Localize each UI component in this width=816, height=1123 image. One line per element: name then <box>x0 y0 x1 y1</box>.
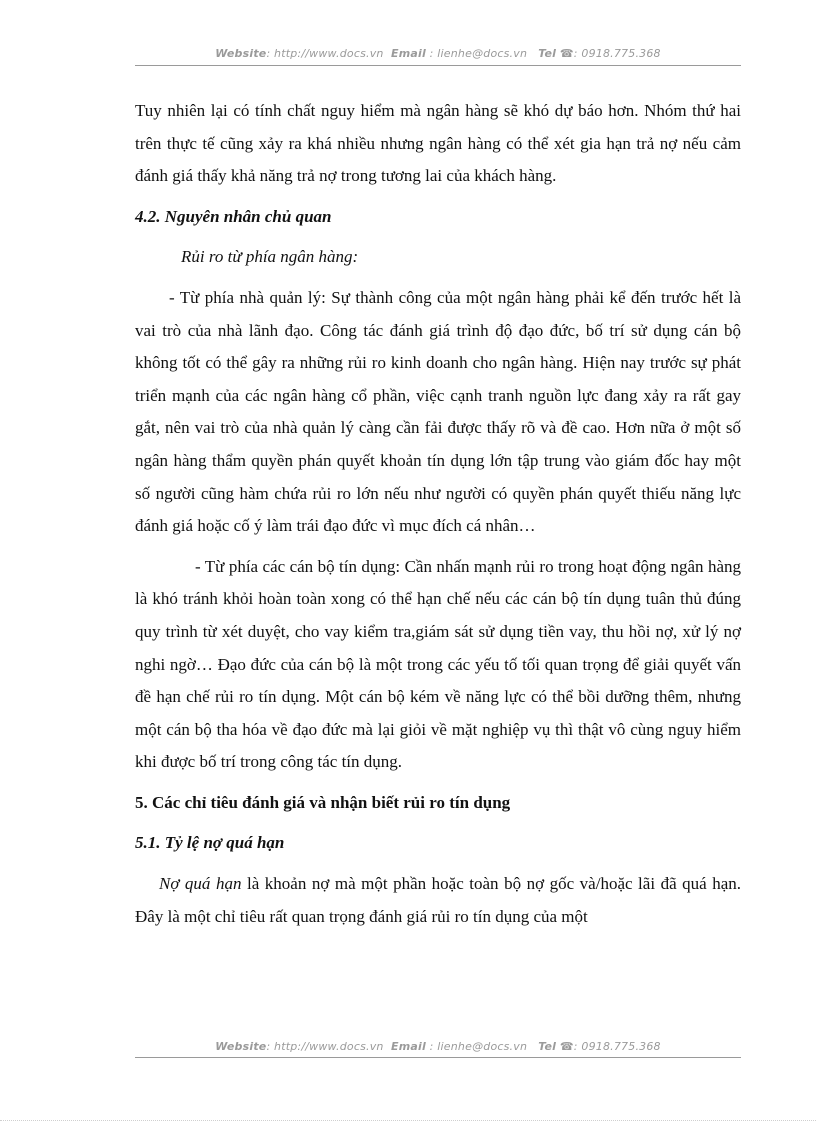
page-header <box>135 47 741 60</box>
paragraph-text: là khoản nợ mà một phần hoặc toàn bộ nợ gốc và/hoặc lãi đã quá hạn. Đây là một chỉ tiêu rất quan trọng đánh giá rủi ro tín dụng của một <box>135 874 741 926</box>
tel-label: Tel <box>538 1040 557 1053</box>
website-label: Website <box>215 1040 267 1053</box>
paragraph: - Từ phía nhà quản lý: Sự thành công của một ngân hàng phải kể đến trước hết là vai trò của nhà lãnh đạo. Công tác đánh giá trình độ đạo đức, bố trí sử dụng cán bộ không tốt có thể gây ra những rủi ro kinh doanh cho ngân hàng. Hiện nay trước sự phát triển mạnh của các ngân hàng cổ phần, việc cạnh tranh nguồn lực đang xảy ra rất gay gắt, nên vai trò của nhà quản lý càng cần fải được thấy rõ và đề cao. Hơn nữa ở một số ngân hàng thẩm quyền phán quyết khoản tín dụng lớn tập trung vào giám đốc hay một số người cũng hàm chứa rủi ro lớn nếu như người có quyền phán quyết thiếu năng lực đánh giá hoặc cố ý làm trái đạo đức vì mục đích cá nhân… <box>135 287 741 536</box>
section-heading-5: 5. Các chỉ tiêu đánh giá và nhận biết rủi ro tín dụng <box>135 792 511 812</box>
term-overdue-debt: Nợ quá hạn <box>159 874 242 894</box>
email-label: Email <box>391 1040 426 1053</box>
paragraph <box>135 868 741 933</box>
website-label: Website <box>215 47 267 60</box>
section-heading-5-1: 5.1. Tỷ lệ nợ quá hạn <box>135 833 285 853</box>
tel-value: : 0918.775.368 <box>573 1040 661 1053</box>
page-edge <box>0 1120 816 1121</box>
paragraph: - Từ phía các cán bộ tín dụng: Cần nhấn mạnh rủi ro trong hoạt động ngân hàng là khó tránh khỏi hoàn toàn xong có thể hạn chế nếu các cán bộ tín dụng tuân thủ đúng quy trình từ xét duyệt, cho vay kiểm tra,giám sát sử dụng tiền vay, thu hồi nợ, xử lý nợ nghi ngờ… Đạo đức của cán bộ là một trong các yếu tố tối quan trọng để giải quyết vấn đề hạn chế rủi ro tín dụng. Một cán bộ kém về năng lực có thể bồi dưỡng thêm, nhưng một cán bộ tha hóa về đạo đức mà lại giỏi về mặt nghiệp vụ thì thật vô cùng nguy hiểm khi được bố trí trong công tác tín dụng. <box>135 556 741 772</box>
website-value: : http://www.docs.vn <box>266 47 384 60</box>
page-footer <box>135 1040 741 1053</box>
email-value: : lienhe@docs.vn <box>429 1040 528 1053</box>
tel-label: Tel <box>538 47 557 60</box>
telephone-icon: ☎ <box>559 1040 574 1053</box>
footer-divider <box>135 1057 741 1058</box>
email-value: : lienhe@docs.vn <box>429 47 528 60</box>
section-heading-4-2: 4.2. Nguyên nhân chủ quan <box>135 206 332 226</box>
header-divider <box>135 65 741 66</box>
website-value: : http://www.docs.vn <box>266 1040 384 1053</box>
document-body <box>135 95 741 933</box>
email-label: Email <box>391 47 426 60</box>
tel-value: : 0918.775.368 <box>573 47 661 60</box>
telephone-icon: ☎ <box>559 47 574 60</box>
paragraph: Tuy nhiên lại có tính chất nguy hiểm mà ngân hàng sẽ khó dự báo hơn. Nhóm thứ hai trên thực tế cũng xảy ra khá nhiều nhưng ngân hàng có thể xét gia hạn trả nợ nếu cảm đánh giá thấy khả năng trả nợ trong tương lai của khách hàng. <box>135 101 741 186</box>
subheading-bank-risk: Rủi ro từ phía ngân hàng: <box>181 247 359 267</box>
